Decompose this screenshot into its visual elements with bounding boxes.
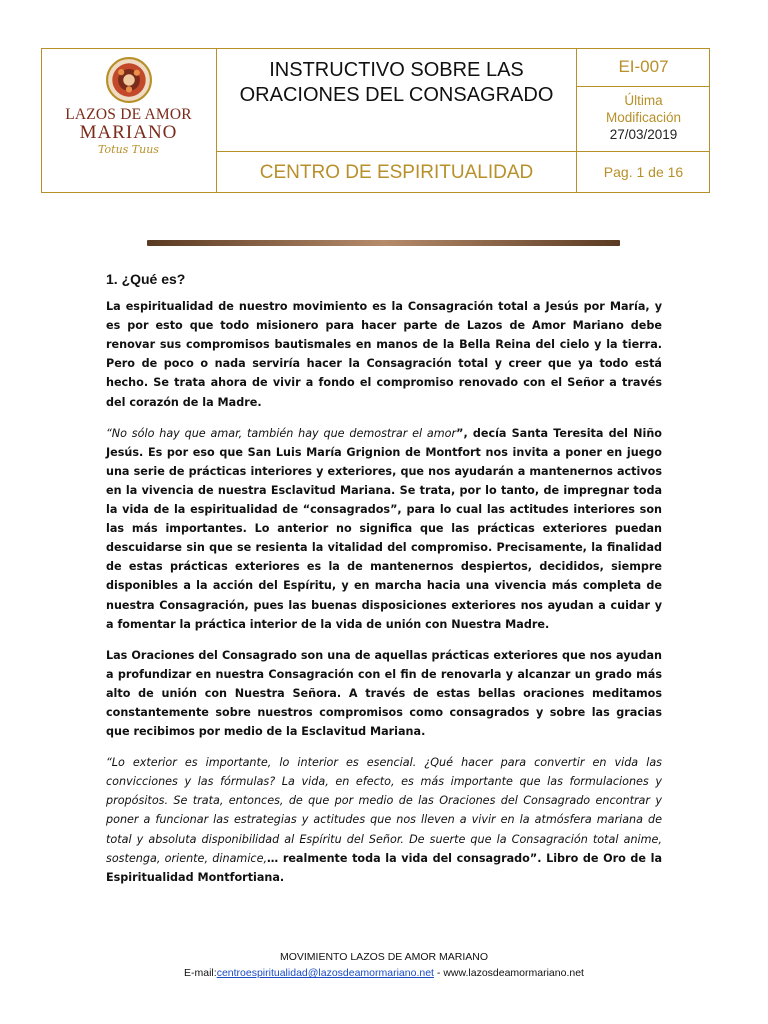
logo-text-line2: MARIANO <box>79 122 178 143</box>
page-number: Pag. 1 de 16 <box>603 164 684 180</box>
rosary-emblem-icon <box>105 56 153 104</box>
paragraph-2 <box>106 424 662 634</box>
paragraph-1: La espiritualidad de nuestro movimiento es la Consagración total a Jesús por María, y es por esto que todo misionero para hacer parte de Lazos de Amor Mariano debe renovar sus compromisos bautismales en manos de la Bella Reina del cielo y la tierra. Pero de poco o nada serviría hacer la Consagración total y creer que ya todo está hecho. Se trata ahora de vivir a fondo el compromiso renovado con el Señor a través del corazón de la Madre. <box>106 300 662 409</box>
last-modified-block <box>577 92 710 143</box>
title-text-line1: INSTRUCTIVO SOBRE LAS <box>269 59 524 81</box>
paragraph-4 <box>106 753 662 887</box>
footer-email-link[interactable]: centroespiritualidad@lazosdeamormariano.net <box>216 967 434 979</box>
last-modified-date: 27/03/2019 <box>609 127 678 142</box>
title-block <box>217 58 576 108</box>
last-modified-label2: Modificación <box>605 110 682 125</box>
header-grid <box>41 48 710 193</box>
code-block: EI-007 <box>618 57 669 76</box>
paragraph-3: Las Oraciones del Consagrado son una de aquellas prácticas exteriores que nos ayudan a profundizar en nuestra Consagración con el fin de renovarla y alcanzar un grado más alto de unión con Nuestra Señora. A través de estas bellas oraciones meditamos constantemente sobre nuestros compromisos como consagrados y sobre las gracias que recibimos por medio de la Esclavitud Mariana. <box>106 648 662 739</box>
center-name: CENTRO DE ESPIRITUALIDAD <box>259 162 534 183</box>
section-divider <box>147 240 620 246</box>
footer-organization: MOVIMIENTO LAZOS DE AMOR MARIANO <box>279 951 489 963</box>
logo-text-motto: Totus Tuus <box>98 143 159 156</box>
paragraph-4-source: ”. Libro de Oro de la Espiritualidad Montfortiana. <box>106 851 662 884</box>
paragraph-4-open-quote: “ <box>106 756 112 770</box>
paragraph-2-open-quote: “ <box>106 426 112 440</box>
last-modified-label1: Última <box>624 93 663 108</box>
document-body <box>106 270 662 899</box>
logo-block <box>41 56 216 156</box>
logo-text-line1: LAZOS DE AMOR <box>65 106 192 123</box>
section-heading: 1. ¿Qué es? <box>106 271 186 287</box>
footer-contact <box>0 967 768 979</box>
footer-email-label: E-mail: <box>184 967 217 979</box>
paragraph-2-quote: No sólo hay que amar, también hay que demostrar el amor <box>111 426 457 440</box>
footer-website[interactable]: www.lazosdeamormariano.net <box>443 967 584 979</box>
title-text-line2: ORACIONES DEL CONSAGRADO <box>239 84 554 106</box>
paragraph-4-quote: Lo exterior es importante, lo interior es esencial. ¿Qué hacer para convertir en vida las convicciones y las fórmulas? La vida, en efecto, es más importante que las formulaciones y propósitos. Se trata, entonces, de que por medio de las Oraciones del Consagrado encontrar y poner a funcionar las estrategias y actitudes que nos lleven a vivir en la atmósfera mariana de total y absoluta disponibilidad al Espíritu del Señor. De suerte que la Consagración total anime, sostenga, oriente, dinamice, <box>106 756 662 865</box>
paragraph-4-ellipsis: … realmente toda la vida del consagrado <box>267 851 530 865</box>
paragraph-2-text: ”, decía Santa Teresita del Niño Jesús. Es por eso que San Luis María Grignion de Montfort nos invita a poner en juego una serie de prácticas interiores y exteriores, que nos ayudarán a mantenernos activos en la vivencia de nuestra Esclavitud Mariana. Se trata, por lo tanto, de impregnar toda la vida de la espiritualidad de “consagrados”, para lo cual las actitudes interiores son las más importantes. Lo anterior no significa que las prácticas exteriores puedan descuidarse sin que se resienta la vitalidad del compromiso. Precisamente, la finalidad de estas prácticas exteriores es la de mantenernos despiertos, decididos, siempre disponibles a la acción del Espíritu, y en marcha hacia una vivencia más completa de nuestra Consagración, pues las buenas disposiciones exteriores nos ayudan a cuidar y a fomentar la práctica interior de la vida de unión con Nuestra Madre. <box>106 426 662 631</box>
footer-separator: - <box>433 967 444 979</box>
